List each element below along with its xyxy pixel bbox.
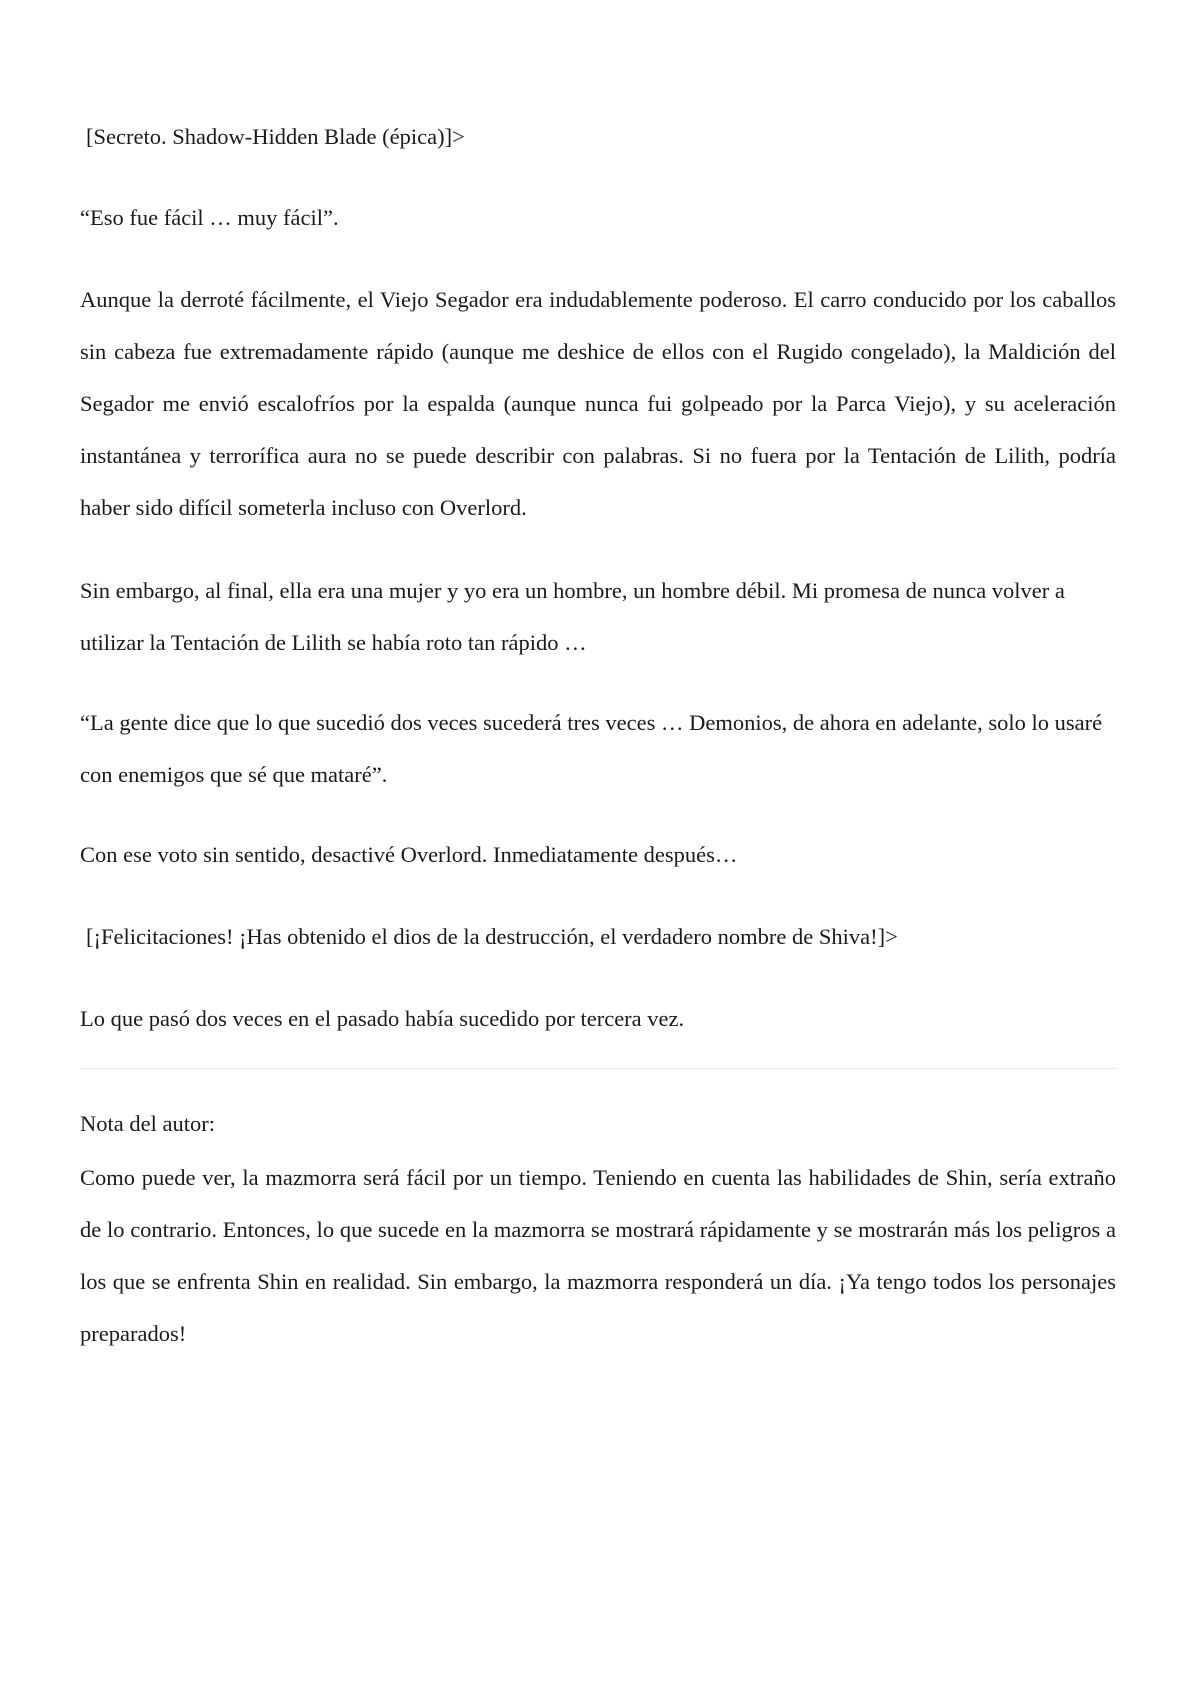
section-divider xyxy=(80,1068,1116,1069)
paragraph-weak-man: Sin embargo, al final, ella era una mujer y yo era un hombre, un hombre débil. Mi promesa de nunca volver a utilizar la Tentación de Lilith se había roto tan rápido … xyxy=(80,578,1065,655)
author-note-body: Como puede ver, la mazmorra será fácil por un tiempo. Teniendo en cuenta las habilidades de Shin, sería extraño de lo contrario. Entonces, lo que sucede en la mazmorra se mostrará rápidamente y se mostrarán más los peligros a los que se enfrenta Shin en realidad. Sin embargo, la mazmorra responderá un día. ¡Ya tengo todos los personajes preparados! xyxy=(80,1165,1116,1346)
paragraph-reaper-analysis: Aunque la derroté fácilmente, el Viejo Segador era indudablemente poderoso. El carro conducido por los caballos sin cabeza fue extremadamente rápido (aunque me deshice de ellos con el Rugido congelado), la Maldición del Segador me envió escalofríos por la espalda (aunque nunca fui golpeado por la Parca Viejo), y su aceleración instantánea y terrorífica aura no se puede describir con palabras. Si no fuera por la Tentación de Lilith, podría haber sido difícil someterla incluso con Overlord. xyxy=(80,287,1116,520)
system-notice-secret: [Secreto. Shadow-Hidden Blade (épica)]> xyxy=(86,124,465,149)
author-note-heading: Nota del autor: xyxy=(80,1111,215,1136)
dialogue-easy: “Eso fue fácil … muy fácil”. xyxy=(80,205,339,230)
paragraph-third-time: Lo que pasó dos veces en el pasado había sucedido por tercera vez. xyxy=(80,1006,685,1031)
paragraph-deactivate: Con ese voto sin sentido, desactivé Overlord. Inmediatamente después… xyxy=(80,842,738,867)
dialogue-vow: “La gente dice que lo que sucedió dos veces sucederá tres veces … Demonios, de ahora en adelante, solo lo usaré con enemigos que sé que mataré”. xyxy=(80,710,1103,787)
system-notice-congrats: [¡Felicitaciones! ¡Has obtenido el dios de la destrucción, el verdadero nombre de Shiva!]> xyxy=(86,924,898,949)
